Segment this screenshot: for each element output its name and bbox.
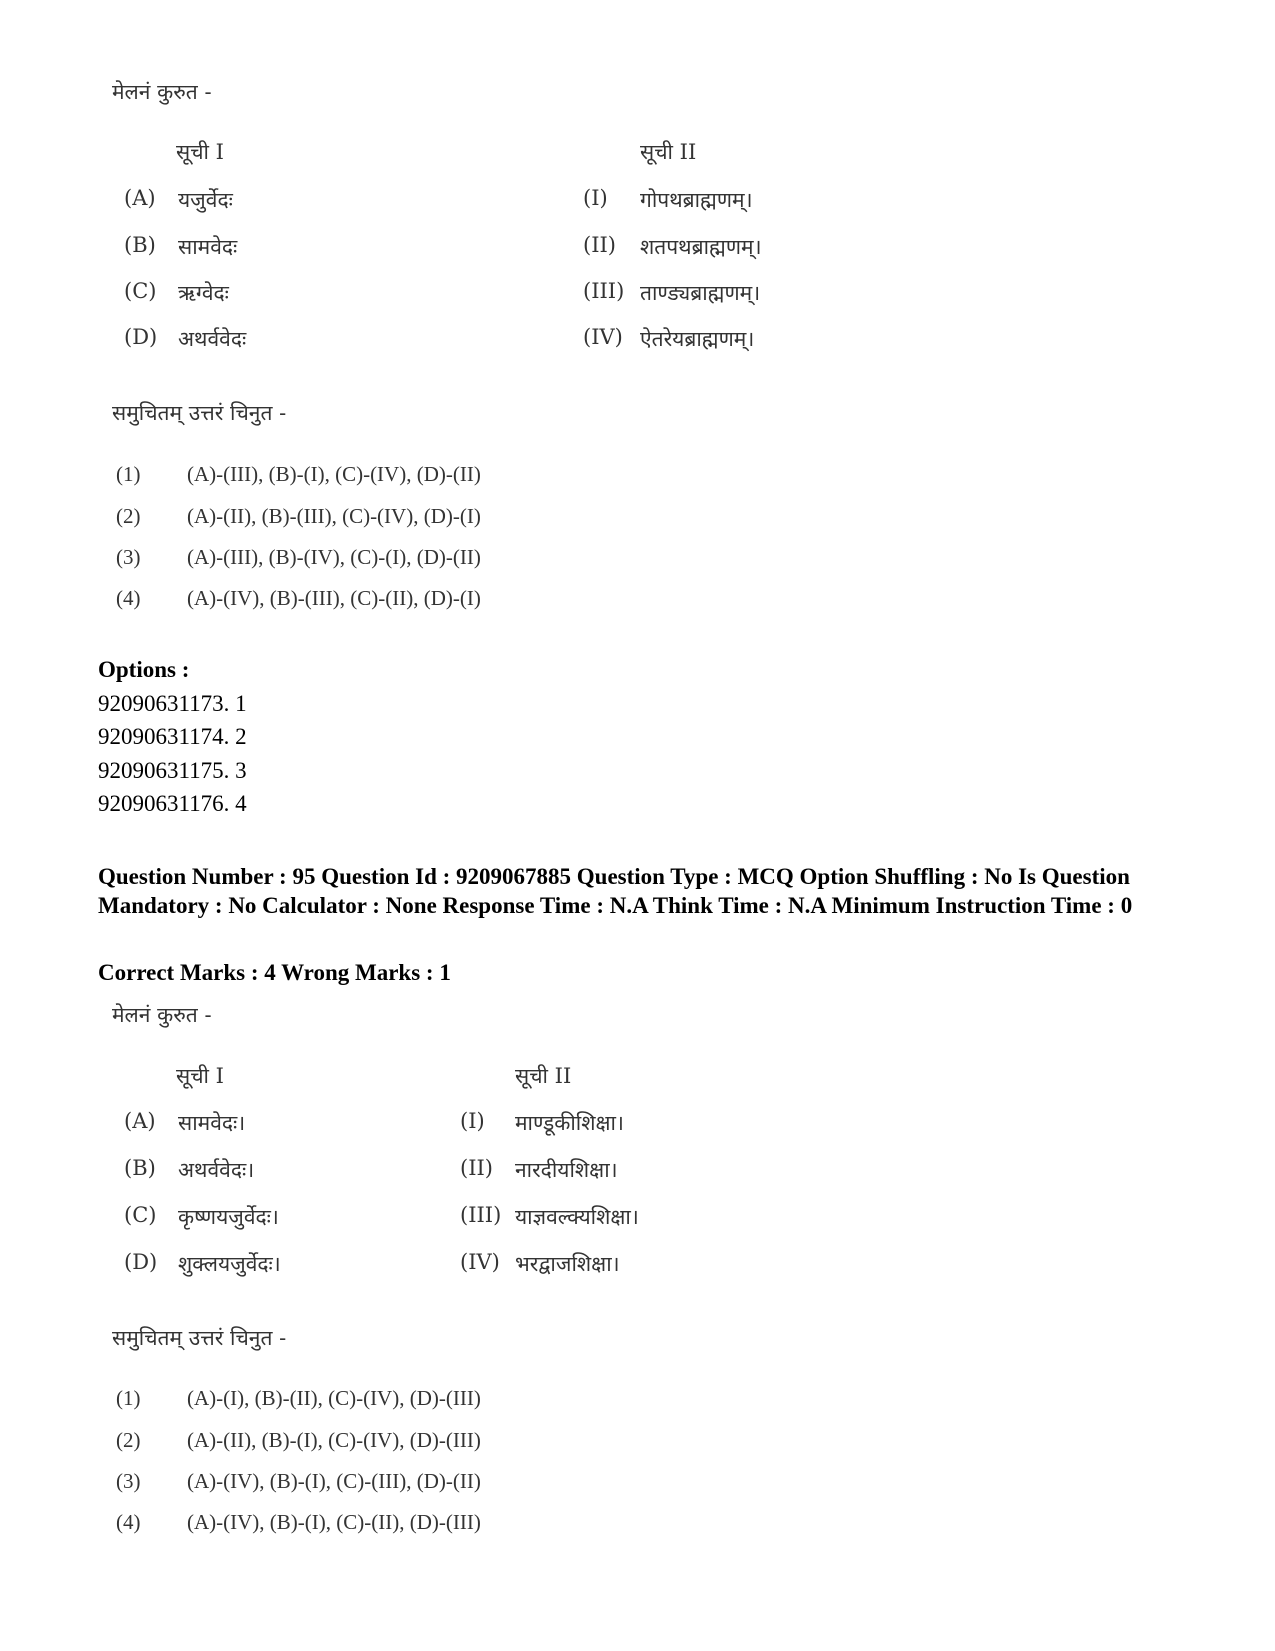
list-2-item: ऐतरेयब्राह्मणम्। [640, 327, 755, 351]
list-2-item: नारदीयशिक्षा। [515, 1158, 618, 1182]
list-1-item: अथर्ववेदः [178, 327, 247, 351]
list-1-item: सामवेदः। [178, 1111, 246, 1135]
option-id: 92090631173. 1 [98, 691, 247, 716]
answer-number: (1) [116, 1386, 141, 1410]
answer-choice [0, 545, 1275, 575]
answer-choice [0, 1469, 1275, 1499]
list-2-item: याज्ञवल्क्यशिक्षा। [515, 1205, 639, 1229]
list-1-item: अथर्ववेदः। [178, 1158, 255, 1182]
list-1-header: सूची I [176, 140, 224, 164]
list-2-item: गोपथब्राह्मणम्। [640, 188, 753, 212]
list-1-item: शुक्लयजुर्वेदः। [178, 1252, 281, 1276]
option-id: 92090631176. 4 [98, 791, 247, 816]
instruction: मेलनं कुरुत - [112, 80, 212, 104]
answer-text: (A)-(I), (B)-(II), (C)-(IV), (D)-(III) [187, 1386, 481, 1410]
list-2-label: (III) [583, 279, 625, 303]
list-2-label: (II) [583, 233, 616, 257]
list-1-label: (C) [124, 279, 157, 303]
list-1-item: यजुर्वेदः [178, 188, 233, 212]
list-2-label: (I) [583, 186, 608, 210]
options-label: Options : [98, 657, 190, 682]
choose-instruction: समुचितम् उत्तरं चिनुत - [112, 1326, 287, 1350]
list-2-label: (IV) [460, 1250, 500, 1274]
list-2-item: भरद्वाजशिक्षा। [515, 1252, 620, 1276]
list-2-item: शतपथब्राह्मणम्। [640, 235, 762, 259]
list-1-header: सूची I [176, 1064, 224, 1088]
answer-number: (4) [116, 1510, 141, 1534]
list-1-label: (D) [124, 325, 158, 349]
answer-choice [0, 1510, 1275, 1540]
answer-choice [0, 1428, 1275, 1458]
list-1-label: (A) [124, 186, 156, 210]
answer-text: (A)-(III), (B)-(IV), (C)-(I), (D)-(II) [187, 545, 481, 569]
list-2-item: ताण्ड्यब्राह्मणम्। [640, 281, 761, 305]
option-id: 92090631175. 3 [98, 758, 247, 783]
list-2-label: (I) [460, 1109, 485, 1133]
answer-number: (1) [116, 462, 141, 486]
answer-choice [0, 586, 1275, 616]
answer-number: (4) [116, 586, 141, 610]
list-1-label: (B) [124, 233, 156, 257]
list-1-label: (A) [124, 1109, 156, 1133]
answer-text: (A)-(II), (B)-(III), (C)-(IV), (D)-(I) [187, 504, 481, 528]
answer-choice [0, 504, 1275, 534]
list-1-item: सामवेदः [178, 235, 238, 259]
list-2-header: सूची II [640, 140, 697, 164]
choose-instruction: समुचितम् उत्तरं चिनुत - [112, 401, 287, 425]
answer-choice [0, 462, 1275, 492]
answer-number: (3) [116, 1469, 141, 1493]
answer-number: (3) [116, 545, 141, 569]
list-1-label: (B) [124, 1156, 156, 1180]
match-row [0, 1250, 1275, 1280]
list-1-item: ऋग्वेदः [178, 281, 229, 305]
answer-number: (2) [116, 1428, 141, 1452]
answer-text: (A)-(IV), (B)-(I), (C)-(II), (D)-(III) [187, 1510, 481, 1534]
list-1-item: कृष्णयजुर्वेदः। [178, 1205, 279, 1229]
list-2-label: (IV) [583, 325, 623, 349]
match-row [0, 1156, 1275, 1186]
question-meta: Question Number : 95 Question Id : 9209067885 Question Type : MCQ Option Shuffling : No Is Question Mandatory : No Calculator : None Response Time : N.A Think Time : N.A Minimum Instruction Time : 0 [98, 864, 1133, 918]
list-2-header: सूची II [515, 1064, 572, 1088]
list-1-label: (C) [124, 1203, 157, 1227]
answer-text: (A)-(IV), (B)-(III), (C)-(II), (D)-(I) [187, 586, 481, 610]
match-row [0, 325, 1275, 355]
answer-text: (A)-(II), (B)-(I), (C)-(IV), (D)-(III) [187, 1428, 481, 1452]
list-2-label: (III) [460, 1203, 502, 1227]
answer-number: (2) [116, 504, 141, 528]
list-2-label: (II) [460, 1156, 493, 1180]
answer-choice [0, 1386, 1275, 1416]
match-row [0, 279, 1275, 309]
match-row [0, 233, 1275, 263]
answer-text: (A)-(IV), (B)-(I), (C)-(III), (D)-(II) [187, 1469, 481, 1493]
match-row [0, 1109, 1275, 1139]
option-id: 92090631174. 2 [98, 724, 247, 749]
list-2-item: माण्डूकीशिक्षा। [515, 1111, 624, 1135]
match-row [0, 186, 1275, 216]
instruction: मेलनं कुरुत - [112, 1003, 212, 1027]
answer-text: (A)-(III), (B)-(I), (C)-(IV), (D)-(II) [187, 462, 481, 486]
list-1-label: (D) [124, 1250, 158, 1274]
marks-line: Correct Marks : 4 Wrong Marks : 1 [98, 960, 451, 985]
match-row [0, 1203, 1275, 1233]
